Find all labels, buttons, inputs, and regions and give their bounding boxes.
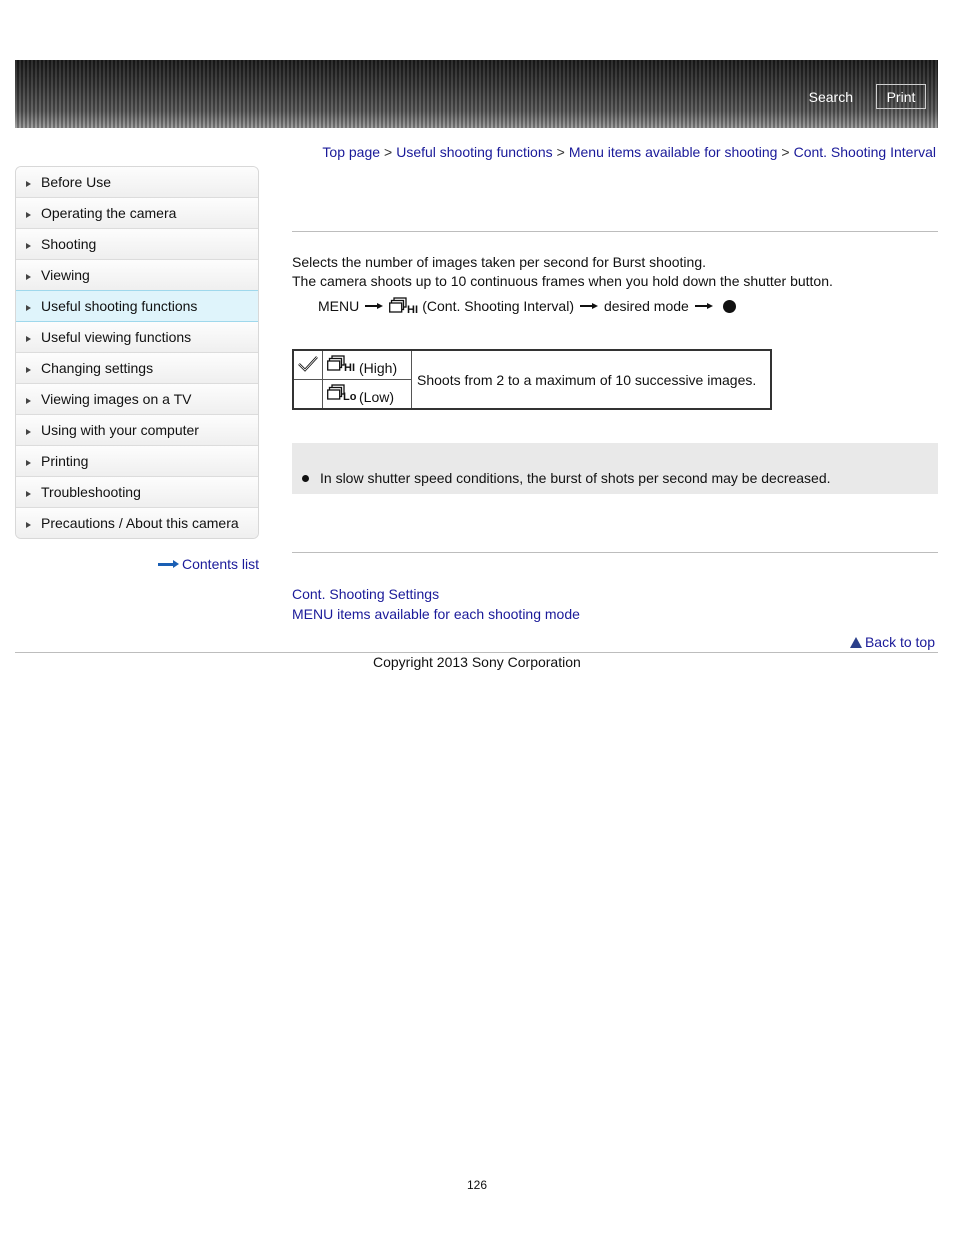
menu-item-label: (Cont. Shooting Interval) [422, 298, 574, 314]
section-divider [292, 231, 938, 232]
sidebar-item-label: Viewing [41, 267, 90, 283]
mode-description: Shoots from 2 to a maximum of 10 successive images. [412, 350, 772, 409]
sidebar-item-shooting[interactable] [16, 229, 258, 260]
mode-cell-high [323, 350, 412, 380]
mode-label: (High) [359, 359, 398, 376]
footer-divider [15, 652, 938, 653]
page-header [15, 60, 938, 128]
sidebar-item-label: Changing settings [41, 360, 154, 376]
menu-label: MENU [318, 298, 360, 314]
arrow-right-icon [580, 302, 598, 310]
checkmark-icon [297, 360, 319, 376]
sidebar-item-before-use[interactable] [16, 167, 258, 198]
center-button-icon [723, 300, 736, 313]
breadcrumb-useful-shooting[interactable]: Useful shooting functions [396, 144, 553, 160]
sidebar-item-label: Shooting [41, 236, 97, 252]
triangle-right-icon [26, 336, 31, 342]
sidebar-item-label: Precautions / About this camera [41, 515, 239, 531]
triangle-right-icon [26, 367, 31, 373]
svg-text:HI: HI [344, 361, 355, 373]
back-to-top-label[interactable]: Back to top [864, 634, 935, 650]
note-text: In slow shutter speed conditions, the burst of shots per second may be decreased. [320, 470, 831, 486]
arrow-right-icon [365, 302, 383, 310]
sidebar-item-label: Useful viewing functions [41, 329, 192, 345]
table-row [293, 350, 771, 380]
breadcrumb-separator: > [781, 144, 790, 160]
burst-low-icon [327, 384, 358, 402]
related-link-menu-items[interactable]: MENU items available for each shooting mode [292, 606, 580, 622]
triangle-right-icon [26, 181, 31, 187]
description-line: The camera shoots up to 10 continuous frames when you hold down the shutter button. [292, 273, 833, 289]
sidebar-item-label: Before Use [41, 174, 112, 190]
bullet-icon [302, 475, 309, 482]
page-description [292, 253, 833, 291]
note-item [302, 470, 831, 486]
sidebar-item-changing-settings[interactable] [16, 353, 258, 384]
sidebar-item-useful-viewing[interactable] [16, 322, 258, 353]
triangle-right-icon [26, 522, 31, 528]
breadcrumb-top-page[interactable]: Top page [322, 144, 381, 160]
sidebar-item-viewing-tv[interactable] [16, 384, 258, 415]
sidebar-nav [15, 166, 259, 539]
sidebar-item-troubleshooting[interactable] [16, 477, 258, 508]
triangle-right-icon [26, 212, 31, 218]
triangle-right-icon [26, 460, 31, 466]
triangle-right-icon [26, 429, 31, 435]
sidebar-item-label: Printing [41, 453, 89, 469]
sidebar-item-precautions[interactable] [16, 508, 258, 538]
triangle-right-icon [26, 491, 31, 497]
search-link[interactable]: Search [808, 89, 853, 105]
sidebar-item-label: Troubleshooting [41, 484, 141, 500]
breadcrumb-menu-items[interactable]: Menu items available for shooting [568, 144, 778, 160]
triangle-right-icon [26, 243, 31, 249]
note-box [292, 443, 938, 494]
sidebar-item-label: Useful shooting functions [41, 298, 198, 314]
sidebar-item-label: Using with your computer [41, 422, 199, 438]
burst-high-icon [389, 297, 421, 315]
menu-path [318, 297, 736, 315]
page-number: 126 [466, 1178, 488, 1192]
contents-list-link[interactable] [158, 556, 259, 572]
copyright: Copyright 2013 Sony Corporation [373, 654, 581, 670]
sidebar-item-computer[interactable] [16, 415, 258, 446]
triangle-right-icon [26, 398, 31, 404]
breadcrumb-separator: > [556, 144, 565, 160]
back-to-top-link[interactable] [850, 634, 935, 650]
mode-cell-low [323, 380, 412, 410]
triangle-right-icon [26, 274, 31, 280]
burst-high-icon [327, 355, 358, 373]
print-button[interactable]: Print [876, 84, 926, 109]
modes-table [292, 349, 772, 410]
empty-cell [293, 380, 323, 410]
svg-text:HI: HI [407, 304, 419, 315]
mode-label: (Low) [359, 388, 395, 405]
sidebar-item-label: Viewing images on a TV [41, 391, 192, 407]
related-link-cont-shooting-settings[interactable]: Cont. Shooting Settings [292, 586, 440, 602]
default-cell [293, 350, 323, 380]
sidebar-item-viewing[interactable] [16, 260, 258, 291]
section-divider [292, 552, 938, 553]
contents-list-label[interactable]: Contents list [182, 556, 260, 572]
mode-label: desired mode [603, 298, 689, 314]
sidebar-item-operating[interactable] [16, 198, 258, 229]
description-line: Selects the number of images taken per second for Burst shooting. [292, 254, 707, 270]
sidebar-item-label: Operating the camera [41, 205, 177, 221]
triangle-right-icon [26, 305, 31, 311]
svg-text:Lo: Lo [343, 390, 357, 402]
sidebar-item-useful-shooting[interactable] [15, 290, 259, 322]
triangle-up-icon [850, 637, 862, 648]
breadcrumb-separator: > [384, 144, 393, 160]
breadcrumb-current-page[interactable]: Cont. Shooting Interval [793, 144, 936, 160]
sidebar-item-printing[interactable] [16, 446, 258, 477]
arrow-right-icon [695, 302, 713, 310]
breadcrumb [322, 144, 936, 160]
related-links [292, 584, 580, 624]
arrow-right-icon [158, 560, 180, 568]
